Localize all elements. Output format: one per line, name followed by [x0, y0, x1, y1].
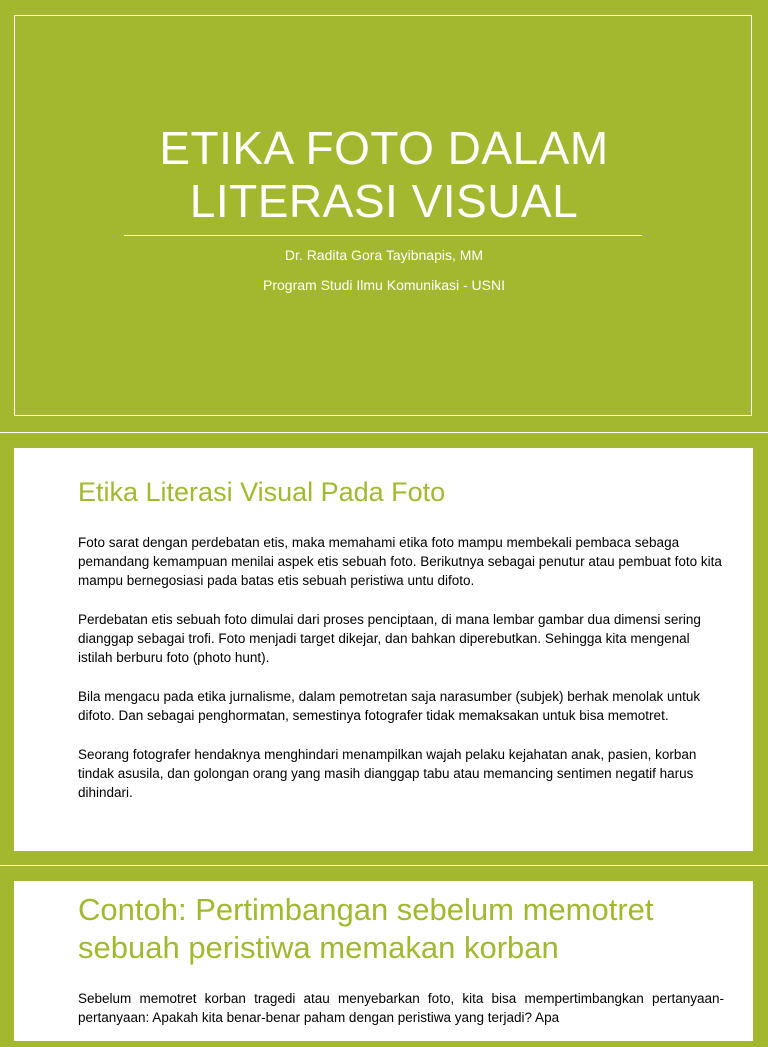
paragraph: Perdebatan etis sebuah foto dimulai dari proses penciptaan, di mana lembar gambar dua dimensi sering dianggap sebagai trofi. Foto menjadi target dikejar, dan bahkan diperebutkan. Sehingga kita mengenal istilah berburu foto (photo hunt).: [78, 612, 701, 665]
slide-separator: [0, 865, 768, 866]
author-affiliation: Program Studi Ilmu Komunikasi - USNI: [263, 277, 505, 293]
title-slide: [0, 0, 768, 432]
presentation-title: [0, 122, 768, 228]
slide-heading: Contoh: Pertimbangan sebelum memotret sebuah peristiwa memakan korban: [78, 892, 654, 965]
author-name: Dr. Radita Gora Tayibnapis, MM: [284, 247, 484, 263]
paragraph: Foto sarat dengan perdebatan etis, maka memahami etika foto mampu membekali pembaca sebaga pemandang kemampuan menilai aspek etis sebuah foto. Berikutnya sebagai penutur atau pembuat foto kita mampu bernegosiasi pada batas etis sebuah peristiwa untu difoto.: [78, 535, 722, 588]
paragraph: Sebelum memotret korban tragedi atau menyebarkan foto, kita bisa mempertimbangkan pertanyaan-pertanyaan: Apakah kita benar-benar paham dengan peristiwa yang terjadi? Apa: [78, 991, 724, 1025]
title-line-2: LITERASI VISUAL: [189, 175, 579, 227]
title-divider: [124, 235, 642, 236]
paragraph: Seorang fotografer hendaknya menghindari menampilkan wajah pelaku kejahatan anak, pasien, korban tindak asusila, dan golongan orang yang masih dianggap tabu atau memancing sentimen negatif harus dihindari.: [78, 747, 697, 800]
slide-body: [78, 533, 724, 822]
slide-separator: [0, 432, 768, 433]
content-slide-example: [14, 881, 753, 1041]
slide-body: [78, 989, 724, 1047]
slide-heading: Etika Literasi Visual Pada Foto: [78, 477, 446, 507]
content-slide-ethics: [14, 448, 753, 851]
paragraph: Bila mengacu pada etika jurnalisme, dalam pemotretan saja narasumber (subjek) berhak menolak untuk difoto. Dan sebagai penghormatan, semestinya fotografer tidak memaksakan untuk bisa memotret.: [78, 689, 701, 723]
title-line-1: ETIKA FOTO DALAM: [159, 122, 609, 174]
